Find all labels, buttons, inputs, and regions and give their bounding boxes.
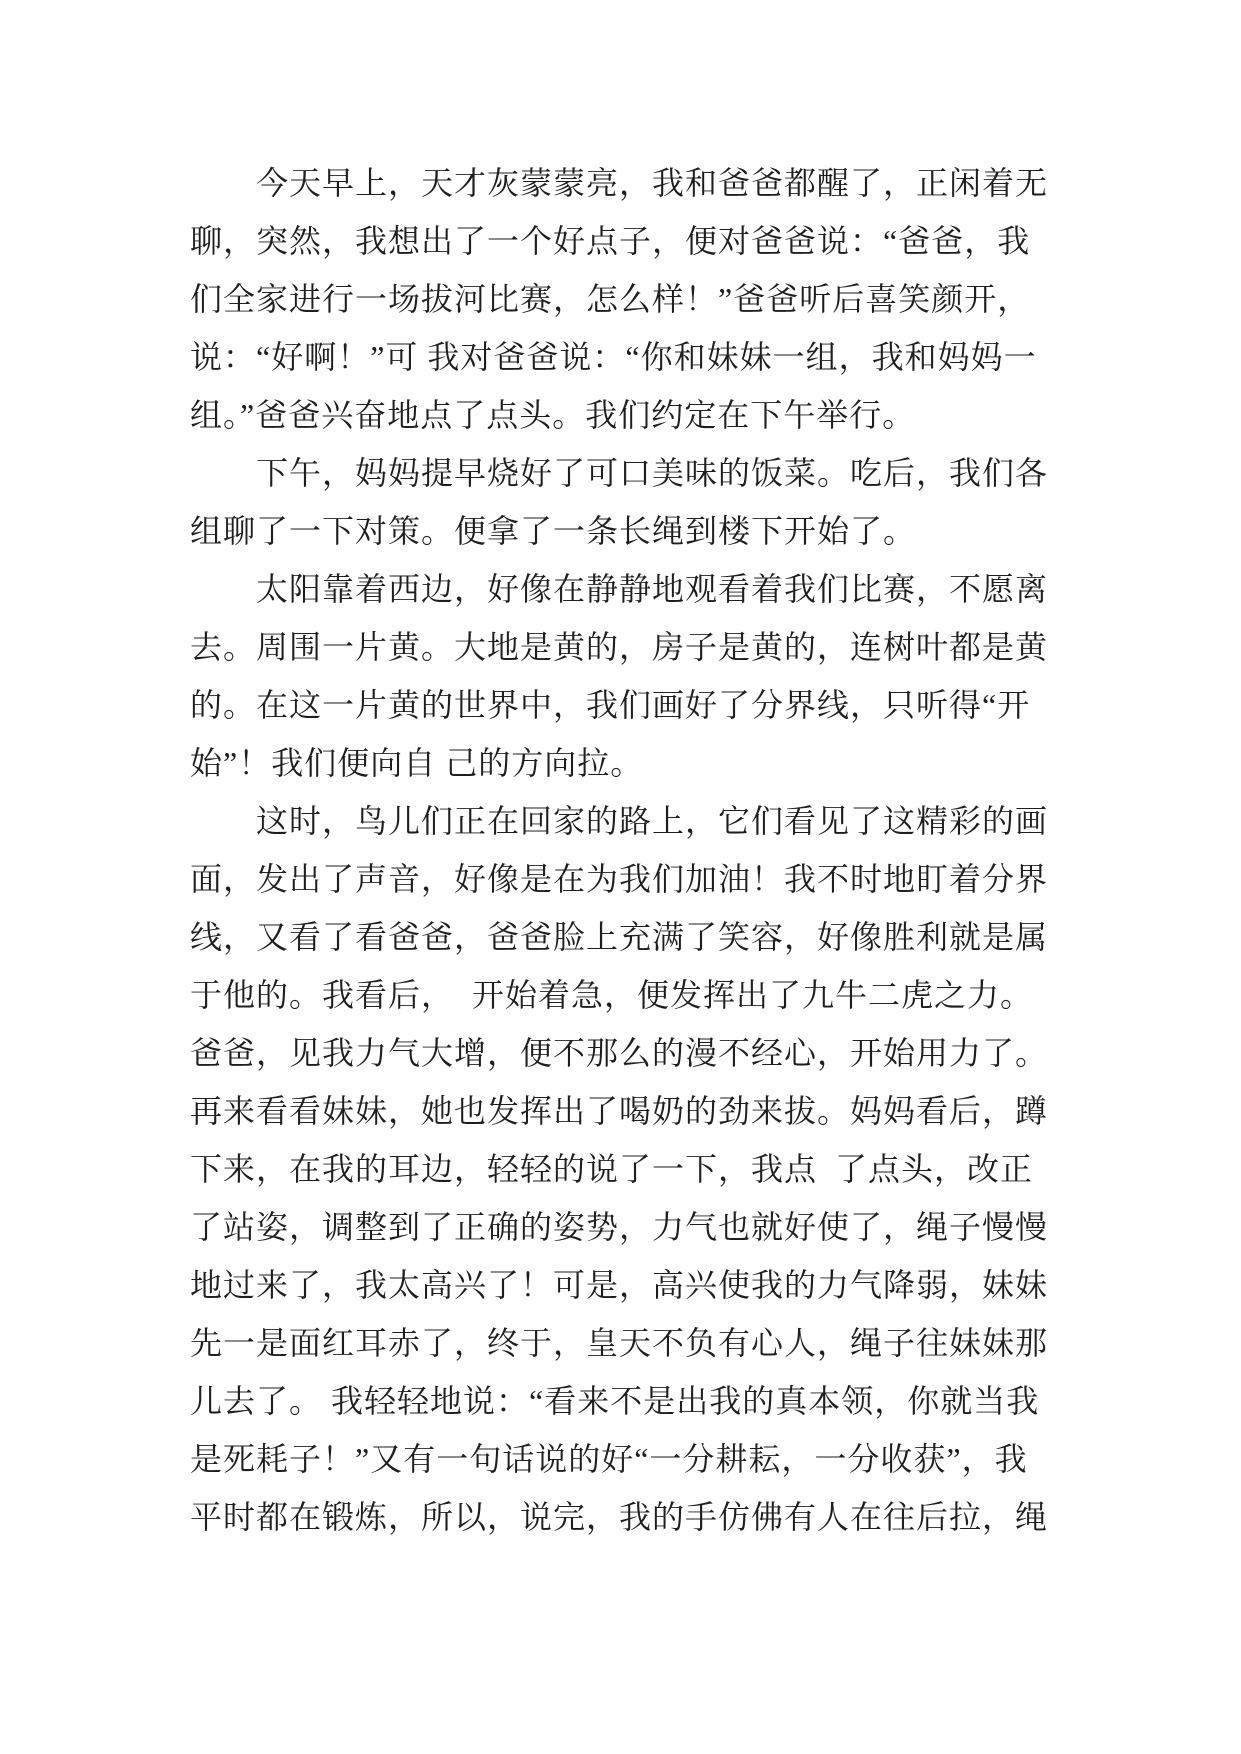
text-line: 们全家进行一场拔河比赛，怎么样！”爸爸听后喜笑颜开， bbox=[190, 281, 1031, 317]
text-line: 今天早上，天才灰蒙蒙亮，我和爸爸都醒了，正闲着无 bbox=[256, 165, 1049, 201]
paragraph-4 bbox=[190, 792, 1070, 1546]
text-line: 太阳靠着西边，好像在静静地观看着我们比赛，不愿离 bbox=[256, 571, 1049, 607]
text-line: 的。在这一片黄的世界中，我们画好了分界线，只听得“开 bbox=[190, 687, 1031, 723]
text-line: 组。”爸爸兴奋地点了点头。我们约定在下午举行。 bbox=[190, 397, 916, 433]
text-line: 面，发出了声音，好像是在为我们加油！我不时地盯着分界 bbox=[190, 861, 1049, 897]
text-line: 说：“好啊！”可 我对爸爸说：“你和妹妹一组，我和妈妈一 bbox=[190, 339, 1037, 375]
text-line: 平时都在锻炼，所以，说完，我的手仿佛有人在往后拉，绳 bbox=[190, 1499, 1049, 1535]
text-line: 于他的。我看后， 开始着急，便发挥出了九牛二虎之力。 bbox=[190, 977, 1034, 1013]
text-line: 组聊了一下对策。便拿了一条长绳到楼下开始了。 bbox=[190, 513, 917, 549]
text-line: 是死耗子！”又有一句话说的好“一分耕耘，一分收获”，我 bbox=[190, 1441, 1028, 1477]
text-line: 爸爸，见我力气大增，便不那么的漫不经心，开始用力了。 bbox=[190, 1035, 1049, 1071]
text-line: 始”！我们便向自 己的方向拉。 bbox=[190, 745, 644, 781]
text-line: 先一是面红耳赤了，终于，皇天不负有心人，绳子往妹妹那 bbox=[190, 1325, 1049, 1361]
document-body bbox=[190, 154, 1070, 1546]
text-line: 再来看看妹妹，她也发挥出了喝奶的劲来拔。妈妈看后，蹲 bbox=[190, 1093, 1049, 1129]
text-line: 这时，鸟儿们正在回家的路上，它们看见了这精彩的画 bbox=[256, 803, 1049, 839]
text-line: 下午，妈妈提早烧好了可口美味的饭菜。吃后，我们各 bbox=[256, 455, 1049, 491]
paragraph-1 bbox=[190, 154, 1070, 444]
text-line: 去。周围一片黄。大地是黄的，房子是黄的，连树叶都是黄 bbox=[190, 629, 1049, 665]
text-line: 聊，突然，我想出了一个好点子，便对爸爸说：“爸爸，我 bbox=[190, 223, 1031, 259]
text-line: 儿去了。 我轻轻地说：“看来不是出我的真本领，你就当我 bbox=[190, 1383, 1040, 1419]
paragraph-3 bbox=[190, 560, 1070, 792]
text-line: 下来，在我的耳边，轻轻的说了一下，我点 了点头，改正 bbox=[190, 1151, 1034, 1187]
text-line: 了站姿，调整到了正确的姿势，力气也就好使了，绳子慢慢 bbox=[190, 1209, 1049, 1245]
paragraph-2 bbox=[190, 444, 1070, 560]
text-line: 线，又看了看爸爸，爸爸脸上充满了笑容，好像胜利就是属 bbox=[190, 919, 1049, 955]
text-line: 地过来了，我太高兴了！可是，高兴使我的力气降弱，妹妹 bbox=[190, 1267, 1049, 1303]
